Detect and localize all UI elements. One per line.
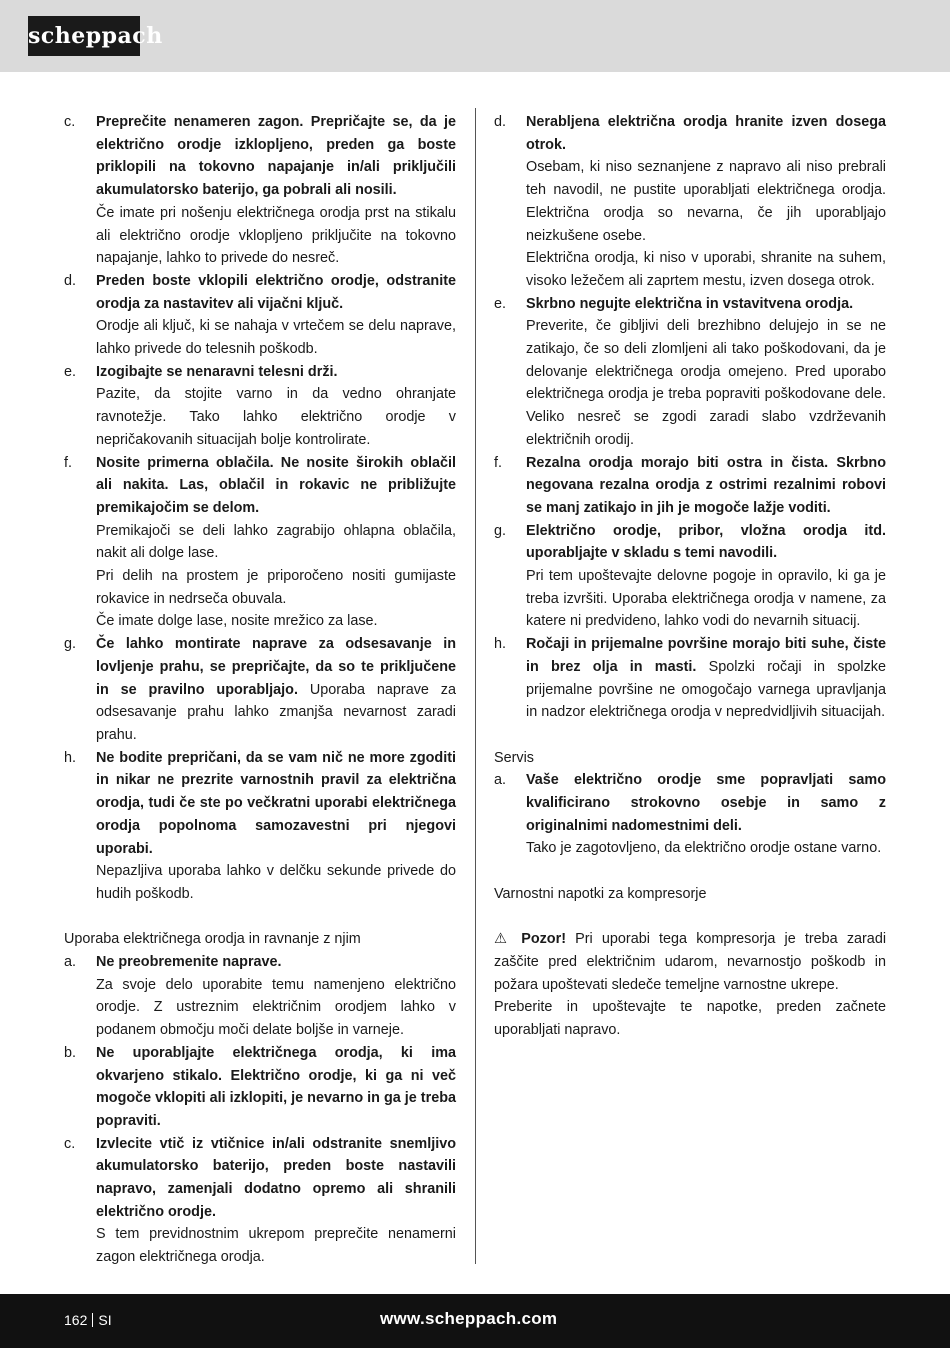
item-instruction: Ne bodite prepričani, da se vam nič ne more zgoditi in nikar ne prezrite varnostnih pravil za električna orodja, tudi če ste po večkratni uporabi električnega orodja popolnoma samozavestni pri njegovi uporabi. — [96, 749, 456, 857]
list-item-b — [64, 1042, 456, 1133]
list-item-c — [64, 111, 456, 270]
page-number-value: 162 — [64, 1312, 88, 1328]
list-item-c2 — [64, 1133, 456, 1269]
item-label: c. — [64, 1135, 76, 1152]
item-label: f. — [64, 454, 72, 471]
item-explanation: Če imate dolge lase, nosite mrežico za lase. — [96, 613, 378, 630]
item-explanation: Preverite, če gibljivi deli brezhibno delujejo in se ne zatikajo, če so deli zlomljeni ali tako poškodovani, da je delovanje električnega orodja omejeno. Pred uporabo električnega orodja je treba popraviti poškodovane dele. Veliko nesreč se zgodi zaradi slabo vzdrževanih električnih orodij. — [526, 318, 886, 448]
separator — [92, 1313, 93, 1327]
list-item-h — [494, 633, 886, 724]
language-code: SI — [98, 1312, 112, 1328]
item-instruction: Vaše električno orodje sme popravljati samo kvalificirano strokovno osebje in samo z originalnimi nadomestnimi deli. — [526, 772, 886, 834]
item-explanation: Uporaba naprave za odsesavanje prahu lahko zmanjša nevarnost zaradi prahu. — [96, 681, 457, 743]
item-explanation: Tako je zagotovljeno, da električno orodje ostane varno. — [526, 840, 882, 857]
list-item-e — [494, 293, 886, 452]
item-instruction: Izogibajte se nenaravni telesni drži. — [96, 363, 338, 380]
item-instruction: Rezalna orodja morajo biti ostra in čista. Skrbno negovana rezalna orodja z ostrimi rezalnimi robovi se manj zatikajo in jih je mogoče lažje voditi. — [526, 454, 886, 516]
footer-bar — [0, 1294, 950, 1348]
item-explanation: Premikajoči se deli lahko zagrabijo ohlapna oblačila, nakit ali dolge lase. — [96, 522, 456, 562]
right-column — [494, 111, 886, 1042]
column-divider — [475, 108, 476, 1264]
item-instruction: Električno orodje, pribor, vložna orodja itd. uporabljajte v skladu s temi navodili. — [526, 522, 886, 562]
page-number — [64, 1312, 112, 1328]
section-heading: Servis — [494, 749, 534, 766]
item-explanation: Pri delih na prostem je priporočeno nositi gumijaste rokavice in nedrseča obuvala. — [96, 568, 456, 607]
item-label: d. — [494, 114, 507, 130]
item-label: e. — [64, 363, 77, 380]
item-explanation: Orodje ali ključ, ki se nahaja v vrtečem se delu naprave, lahko privede do telesnih poškodb. — [96, 318, 456, 358]
item-instruction: Ročaji in prijemalne površine morajo biti suhe, čiste in brez olja in masti. — [526, 636, 886, 675]
item-explanation: Pazite, da stojite varno in da vedno ohranjate ravnotežje. Tako lahko električno orodje v nepričakovanih situacijah bolje kontrolirate. — [96, 386, 456, 448]
item-explanation: Za svoje delo uporabite temu namenjeno električno orodje. Z ustreznim električnim orodjem lahko v podanem območju moči delate boljše in varneje. — [96, 976, 456, 1039]
item-label: b. — [64, 1044, 77, 1061]
warning-icon: ⚠ — [494, 931, 513, 948]
item-instruction: Ne preobremenite naprave. — [96, 954, 282, 970]
item-label: h. — [64, 749, 77, 766]
item-instruction: Preden boste vklopili električno orodje, odstranite orodja za nastavitev ali vijačni ključ. — [96, 272, 456, 312]
item-label: g. — [494, 522, 507, 539]
item-instruction: Preprečite nenameren zagon. Prepričajte se, da je električno orodje izklopljeno, preden ga boste priklopili na tokovno napajanje in/ali priključili akumulatorsko baterijo, ga pobrali ali nosili. — [96, 114, 456, 199]
item-explanation: Pri tem upoštevajte delovne pogoje in opravilo, ki ga je treba izvršiti. Uporaba električnega orodja v namene, za katere ni predvideno, lahko vodi do nevarnih situacij. — [526, 568, 886, 630]
list-item-f — [64, 452, 456, 634]
list-item-g — [494, 520, 886, 634]
warning-label: Pozor! — [521, 931, 566, 948]
item-body — [526, 633, 886, 724]
item-explanation: Če imate pri nošenju električnega orodja prst na stikalu ali električno orodje vklopljeno priključite na tokovno napajanje, lahko to privede do nesreč. — [96, 204, 456, 267]
item-explanation: S tem previdnostnim ukrepom preprečite nenamerni zagon električnega orodja. — [96, 1226, 456, 1266]
item-body — [96, 633, 456, 747]
warning-text: Pri uporabi tega kompresorja je treba zaradi zaščite pred električnim udarom, nevarnostjo poškodb in požara upoštevati sledeče temeljne varnostne ukrepe. — [494, 931, 887, 993]
item-label: c. — [64, 114, 76, 130]
item-label: g. — [64, 636, 77, 653]
warning-paragraph — [494, 928, 886, 996]
item-instruction: Nosite primerna oblačila. Ne nosite širokih oblačil ali nakita. Las, oblačil in rokavic ne približujte premikajočim se delom. — [96, 454, 456, 516]
scheppach-logo: scheppach — [28, 16, 140, 56]
item-instruction: Če lahko montirate naprave za odsesavanje in lovljenje prahu, se prepričajte, da so te priključene in se pravilno uporabljajo. — [96, 636, 456, 698]
item-label: f. — [494, 454, 502, 471]
item-instruction: Izvlecite vtič iz vtičnice in/ali odstranite snemljivo akumulatorsko baterijo, preden boste nastavili napravo, zamenjali dodatno opremo ali shranili električno orodje. — [96, 1135, 456, 1220]
section-heading: Uporaba električnega orodja in ravnanje z njim — [64, 931, 361, 948]
item-explanation: Električna orodja, ki niso v uporabi, shranite na suhem, visoko ležečem ali zaprtem mestu, izven dosega otrok. — [526, 250, 886, 289]
list-item-f — [494, 452, 886, 520]
closing-paragraph: Preberite in upoštevajte te napotke, preden začnete uporabljati napravo. — [494, 999, 886, 1039]
item-label: a. — [64, 954, 77, 970]
section-heading: Varnostni napotki za kompresorje — [494, 885, 707, 902]
list-item-a — [64, 951, 456, 1042]
item-label: e. — [494, 295, 507, 312]
list-item-a — [494, 769, 886, 860]
left-column — [64, 111, 456, 1269]
item-label: a. — [494, 772, 507, 789]
item-label: d. — [64, 272, 77, 289]
item-explanation: Osebam, ki niso seznanjene z napravo ali niso prebrali teh navodil, ne pustite uporabljati električnega orodja. Električna orodja so nevarna, če jih uporabljajo neizkušene osebe. — [526, 159, 886, 244]
header-bar — [0, 0, 950, 72]
item-instruction: Ne uporabljajte električnega orodja, ki ima okvarjeno stikalo. Električno orodje, ki ga ni več mogoče vklopiti ali izklopiti, je nevarno in ga je treba popraviti. — [96, 1044, 456, 1129]
list-item-g — [64, 633, 456, 747]
list-item-d — [494, 111, 886, 293]
item-explanation: Nepazljiva uporaba lahko v delčku sekunde privede do hudih poškodb. — [96, 863, 456, 902]
item-explanation: Spolzki ročaji in spolzke prijemalne površine ne omogočajo varnega upravljanja in nadzor električnega orodja v nepredvidljivih situacijah. — [526, 658, 887, 721]
website-link: www.scheppach.com — [380, 1309, 558, 1328]
list-item-h — [64, 747, 456, 906]
item-label: h. — [494, 636, 507, 653]
list-item-d — [64, 270, 456, 361]
item-instruction: Nerabljena električna orodja hranite izven dosega otrok. — [526, 114, 886, 153]
item-instruction: Skrbno negujte električna in vstavitvena orodja. — [526, 295, 854, 312]
list-item-e — [64, 361, 456, 452]
